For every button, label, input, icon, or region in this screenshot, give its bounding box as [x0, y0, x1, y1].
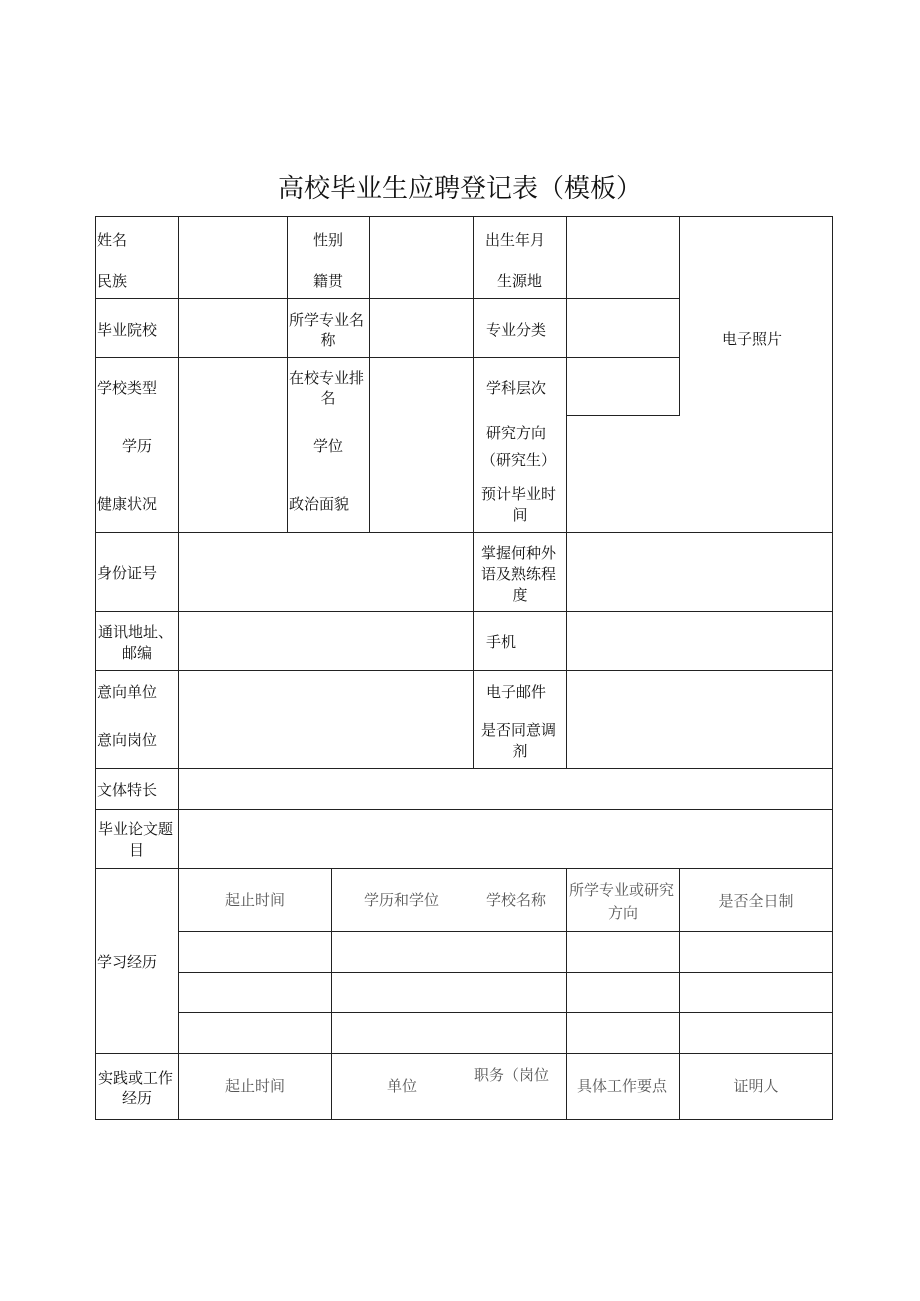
- work-header-position: 职务（岗位: [474, 1066, 550, 1084]
- label-target-post: 意向岗位: [97, 731, 158, 749]
- label-email: 电子邮件: [486, 683, 547, 701]
- row-divider: [95, 768, 833, 769]
- col-divider: [287, 216, 288, 532]
- label-name: 姓名: [97, 231, 128, 249]
- row-divider: [95, 532, 833, 533]
- label-target-unit: 意向单位: [97, 683, 158, 701]
- label-study-history: 学习经历: [97, 953, 158, 971]
- label-school: 毕业院校: [97, 321, 158, 339]
- label-rank-line2: 名: [320, 389, 336, 407]
- label-language-line3: 度: [512, 586, 528, 604]
- work-header-reference: 证明人: [733, 1077, 779, 1095]
- label-adjust-line1: 是否同意调: [481, 721, 557, 739]
- label-native-place: 籍贯: [313, 272, 344, 290]
- col-divider: [369, 216, 370, 532]
- label-talents: 文体特长: [97, 781, 158, 799]
- row-divider: [567, 415, 680, 416]
- label-grad-time-line2: 间: [512, 506, 528, 524]
- work-header-duties: 具体工作要点: [577, 1077, 668, 1095]
- table-border-top: [95, 216, 833, 217]
- label-political: 政治面貌: [289, 495, 350, 513]
- study-header-major-line2: 方向: [607, 904, 638, 922]
- label-practice-line2: 经历: [122, 1089, 153, 1107]
- row-divider: [95, 1053, 833, 1054]
- row-divider: [179, 972, 833, 973]
- label-ethnicity: 民族: [97, 272, 128, 290]
- label-photo: 电子照片: [722, 330, 783, 348]
- label-id-number: 身份证号: [97, 564, 158, 582]
- label-degree: 学位: [313, 437, 344, 455]
- label-grad-time-line1: 预计毕业时: [481, 485, 557, 503]
- label-adjust-line2: 剂: [512, 742, 528, 760]
- label-birth: 出生年月: [485, 231, 546, 249]
- label-practice-line1: 实践或工作: [98, 1069, 174, 1087]
- label-address-line1: 通讯地址、: [98, 623, 174, 641]
- row-divider: [95, 670, 833, 671]
- label-research-line2: （研究生）: [481, 451, 557, 469]
- label-thesis-line1: 毕业论文题: [98, 820, 174, 838]
- row-divider: [95, 611, 833, 612]
- study-header-fulltime: 是否全日制: [718, 892, 794, 910]
- label-school-type: 学校类型: [97, 379, 158, 397]
- label-major-category: 专业分类: [486, 321, 547, 339]
- label-discipline-level: 学科层次: [486, 379, 547, 397]
- row-divider: [95, 357, 680, 358]
- table-border-bottom: [95, 1119, 833, 1120]
- label-origin: 生源地: [497, 272, 543, 290]
- table-border-left: [95, 216, 96, 1120]
- row-divider: [95, 868, 833, 869]
- row-divider: [179, 931, 833, 932]
- label-language-line2: 语及熟练程: [481, 565, 557, 583]
- label-major-line2: 称: [320, 331, 336, 349]
- label-language-line1: 掌握何种外: [481, 544, 557, 562]
- col-divider: [178, 216, 179, 1120]
- study-header-degree: 学历和学位: [364, 891, 440, 909]
- label-research-line1: 研究方向: [486, 424, 547, 442]
- col-divider: [566, 216, 567, 769]
- col-divider: [473, 216, 474, 769]
- row-divider: [95, 809, 833, 810]
- study-header-school: 学校名称: [486, 891, 547, 909]
- label-health: 健康状况: [97, 495, 158, 513]
- page-title: 高校毕业生应聘登记表（模板）: [277, 174, 642, 204]
- study-header-period: 起止时间: [224, 891, 285, 909]
- col-divider: [331, 868, 332, 1120]
- work-header-period: 起止时间: [224, 1077, 285, 1095]
- label-address-line2: 邮编: [121, 644, 152, 662]
- table-border-right: [832, 216, 833, 1120]
- row-divider: [95, 298, 680, 299]
- row-divider: [179, 1012, 833, 1013]
- work-header-unit: 单位: [387, 1077, 418, 1095]
- label-thesis-line2: 目: [129, 841, 145, 859]
- photo-divider: [679, 216, 680, 416]
- label-gender: 性别: [313, 231, 344, 249]
- label-mobile: 手机: [486, 633, 517, 651]
- label-major-line1: 所学专业名: [289, 311, 365, 329]
- label-education: 学历: [122, 437, 153, 455]
- study-header-major-line1: 所学专业或研究: [569, 881, 675, 899]
- label-rank-line1: 在校专业排: [289, 369, 365, 387]
